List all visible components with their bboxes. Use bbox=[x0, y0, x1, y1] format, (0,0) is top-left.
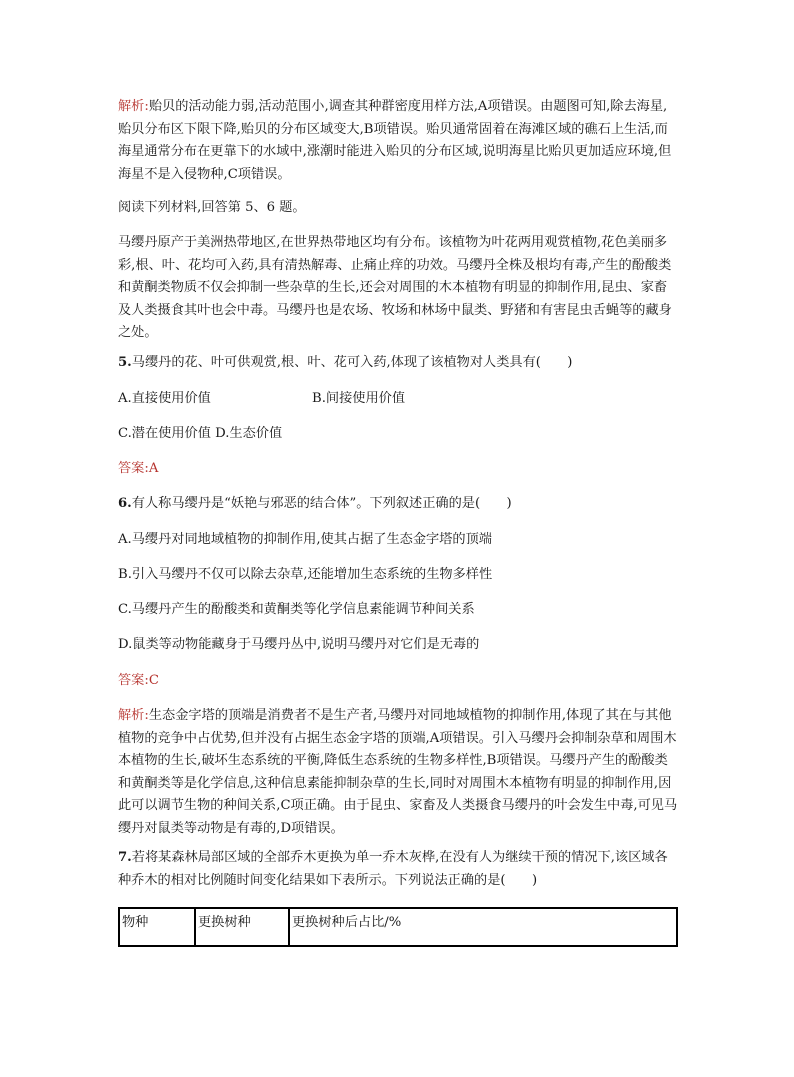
q5-options-row2 bbox=[118, 423, 678, 446]
answer-value: C bbox=[148, 673, 159, 688]
answer-label: 答案: bbox=[118, 673, 149, 688]
q5-answer bbox=[118, 458, 678, 481]
analysis-label: 解析: bbox=[118, 708, 149, 723]
question-stem: 马缨丹的花、叶可供观赏,根、叶、花可入药,体现了该植物对人类具有( ) bbox=[131, 355, 573, 370]
question-number: 7. bbox=[118, 850, 132, 865]
table-header-cell: 物种 bbox=[119, 908, 195, 946]
q6-option-c: C.马缨丹产生的酚酸类和黄酮类等化学信息素能调节种间关系 bbox=[118, 602, 475, 617]
answer-label: 答案: bbox=[118, 461, 149, 476]
q6-analysis bbox=[118, 705, 678, 840]
species-table bbox=[118, 907, 678, 947]
question-number: 6. bbox=[118, 496, 132, 511]
q5-option-d: D.生态价值 bbox=[215, 426, 283, 441]
answer-value: A bbox=[148, 461, 159, 476]
question-stem: 有人称马缨丹是“妖艳与邪恶的结合体”。下列叙述正确的是( ) bbox=[131, 496, 512, 511]
analysis-label: 解析: bbox=[118, 99, 149, 114]
q5-option-b: B.间接使用价值 bbox=[312, 391, 406, 406]
table-header-cell: 更换树种后占比/% bbox=[289, 908, 677, 946]
table-header-row bbox=[119, 908, 677, 946]
q6-option-a: A.马缨丹对同地域植物的抑制作用,使其占据了生态金字塔的顶端 bbox=[118, 532, 492, 547]
q6-option-d: D.鼠类等动物能藏身于马缨丹丛中,说明马缨丹对它们是无毒的 bbox=[118, 637, 480, 652]
q5-options-row1 bbox=[118, 388, 678, 411]
q5-option-a: A.直接使用价值 bbox=[118, 391, 211, 406]
table-header-cell: 更换树种 bbox=[195, 908, 289, 946]
analysis-text: 生态金字塔的顶端是消费者不是生产者,马缨丹对同地域植物的抑制作用,体现了其在与其他植物的竞争中占优势,但并没有占据生态金字塔的顶端,A项错误。引入马缨丹会抑制杂草和周围木本植物的生长,破坏生态系统的平衡,降低生态系统的生物多样性,B项错误。马缨丹产生的酚酸类和黄酮类等是化学信息,这种信息素能抑制杂草的生长,同时对周围木本植物有明显的抑制作用,因此可以调节生物的种间关系,C项正确。由于昆虫、家畜及人类摄食马缨丹的叶会发生中毒,可见马缨丹对鼠类等动物是有毒的,D项错误。 bbox=[118, 708, 678, 836]
q6-answer bbox=[118, 670, 678, 693]
q5-option-c: C.潜在使用价值 bbox=[118, 426, 211, 441]
question-number: 5. bbox=[118, 355, 132, 370]
q6-option-b: B.引入马缨丹不仅可以除去杂草,还能增加生态系统的生物多样性 bbox=[118, 567, 493, 582]
question-7 bbox=[118, 847, 678, 892]
analysis-q4 bbox=[118, 96, 678, 186]
reading-intro: 阅读下列材料,回答第 5、6 题。 bbox=[118, 200, 306, 215]
material-passage: 马缨丹原产于美洲热带地区,在世界热带地区均有分布。该植物为叶花两用观赏植物,花色美丽多彩,根、叶、花均可入药,具有清热解毒、止痛止痒的功效。马缨丹全株及根均有毒,产生的酚酸类和黄酮类物质不仅会抑制一些杂草的生长,还会对周围的木本植物有明显的抑制作用,昆虫、家畜及人类摄食其叶也会中毒。马缨丹也是农场、牧场和林场中鼠类、野猪和有害昆虫舌蝇等的藏身之处。 bbox=[118, 235, 672, 340]
question-stem: 若将某森林局部区域的全部乔木更换为单一乔木灰桦,在没有人为继续干预的情况下,该区域各种乔木的相对比例随时间变化结果如下表所示。下列说法正确的是( ) bbox=[118, 850, 668, 888]
question-5 bbox=[118, 352, 678, 375]
question-6 bbox=[118, 493, 678, 516]
analysis-text: 贻贝的活动能力弱,活动范围小,调查其种群密度用样方法,A项错误。由题图可知,除去海星,贻贝分布区下限下降,贻贝的分布区域变大,B项错误。贻贝通常固着在海滩区域的礁石上生活,而海星通常分布在更靠下的水域中,涨潮时能进入贻贝的分布区域,说明海星比贻贝更加适应环境,但海星不是入侵物种,C项错误。 bbox=[118, 99, 672, 182]
